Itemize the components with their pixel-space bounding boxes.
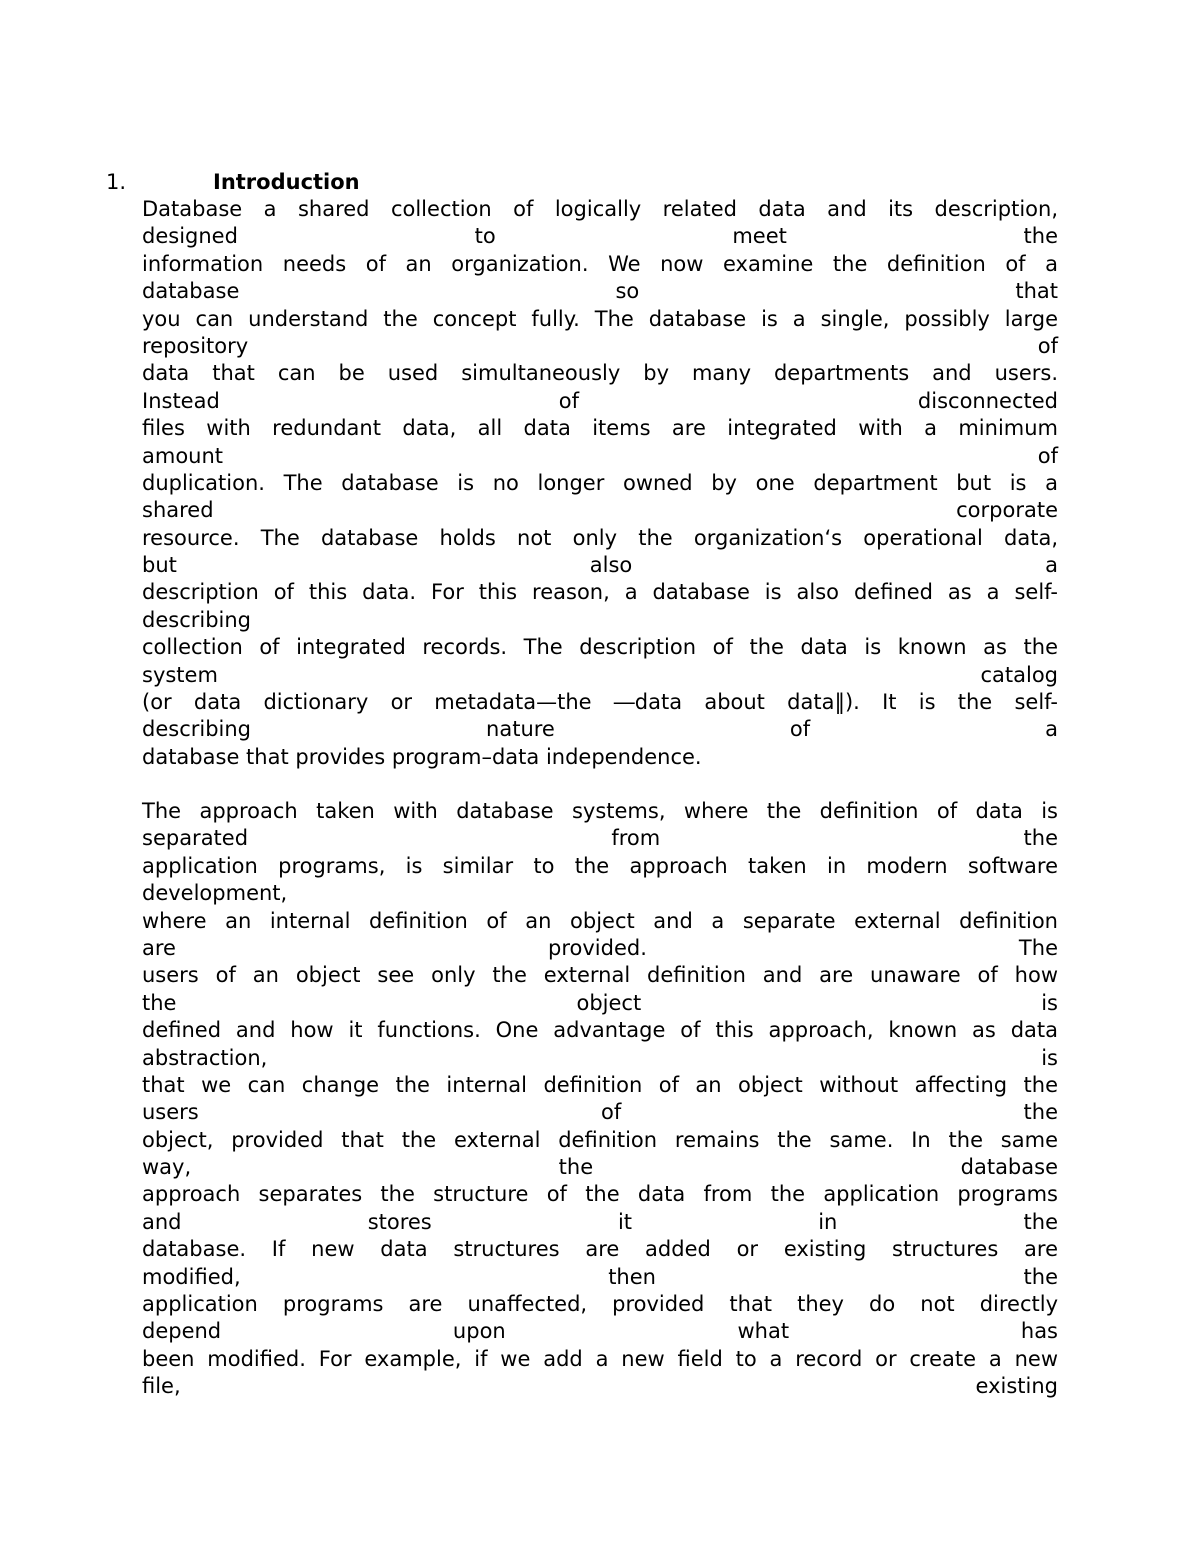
- paragraph-definition: [142, 196, 1058, 771]
- text-line: and stores it in the: [142, 1209, 1058, 1234]
- text-line: application programs are unaffected, provided that they do not directly: [142, 1292, 1058, 1317]
- text-line: describing nature of a: [142, 717, 1058, 742]
- text-line: files with redundant data, all data items are integrated with a minimum: [142, 416, 1058, 441]
- text-line: database so that: [142, 279, 1058, 304]
- text-line: separated from the: [142, 826, 1058, 851]
- text-line: are provided. The: [142, 935, 1058, 960]
- text-line: database that provides program–data independence.: [142, 744, 702, 769]
- text-line: shared corporate: [142, 498, 1058, 523]
- text-line: designed to meet the: [142, 224, 1058, 249]
- text-line: repository of: [142, 333, 1058, 358]
- text-line: Database a shared collection of logically related data and its description,: [142, 197, 1058, 221]
- text-line: The approach taken with database systems, where the definition of data is: [142, 799, 1058, 823]
- text-line: where an internal definition of an object and a separate external definition: [142, 908, 1058, 933]
- paragraph-approach: [142, 798, 1058, 1401]
- text-line: depend upon what has: [142, 1319, 1058, 1344]
- text-line: that we can change the internal definition of an object without affecting the: [142, 1072, 1058, 1097]
- text-line: been modified. For example, if we add a new field to a record or create a new: [142, 1346, 1058, 1371]
- text-line: system catalog: [142, 662, 1058, 687]
- text-line: abstraction, is: [142, 1045, 1058, 1070]
- text-line: (or data dictionary or metadata—the ―data about data‖). It is the self-: [142, 690, 1058, 715]
- text-line: but also a: [142, 553, 1058, 578]
- text-line: way, the database: [142, 1155, 1058, 1180]
- text-line: amount of: [142, 443, 1058, 468]
- text-line: application programs, is similar to the approach taken in modern software: [142, 853, 1058, 878]
- text-line: information needs of an organization. We now examine the definition of a: [142, 251, 1058, 276]
- text-line: object, provided that the external definition remains the same. In the same: [142, 1127, 1058, 1152]
- section-number: 1.: [106, 170, 127, 194]
- text-line: description of this data. For this reason, a database is also defined as a self-: [142, 580, 1058, 605]
- section-title: Introduction: [213, 170, 360, 194]
- text-line: collection of integrated records. The description of the data is known as the: [142, 635, 1058, 660]
- text-line: describing: [142, 607, 252, 632]
- text-line: data that can be used simultaneously by many departments and users.: [142, 361, 1058, 386]
- text-line: file, existing: [142, 1374, 1058, 1399]
- text-line: users of the: [142, 1100, 1058, 1125]
- text-line: database. If new data structures are added or existing structures are: [142, 1237, 1058, 1262]
- text-line: Instead of disconnected: [142, 388, 1058, 413]
- text-line: modified, then the: [142, 1264, 1058, 1289]
- text-line: defined and how it functions. One advantage of this approach, known as data: [142, 1018, 1058, 1043]
- text-line: approach separates the structure of the data from the application programs: [142, 1182, 1058, 1207]
- text-line: you can understand the concept fully. The database is a single, possibly large: [142, 306, 1058, 331]
- text-line: development,: [142, 881, 288, 906]
- text-line: resource. The database holds not only the organization‘s operational data,: [142, 525, 1058, 550]
- text-line: duplication. The database is no longer owned by one department but is a: [142, 470, 1058, 495]
- text-line: the object is: [142, 990, 1058, 1015]
- text-line: users of an object see only the external definition and are unaware of how: [142, 963, 1058, 988]
